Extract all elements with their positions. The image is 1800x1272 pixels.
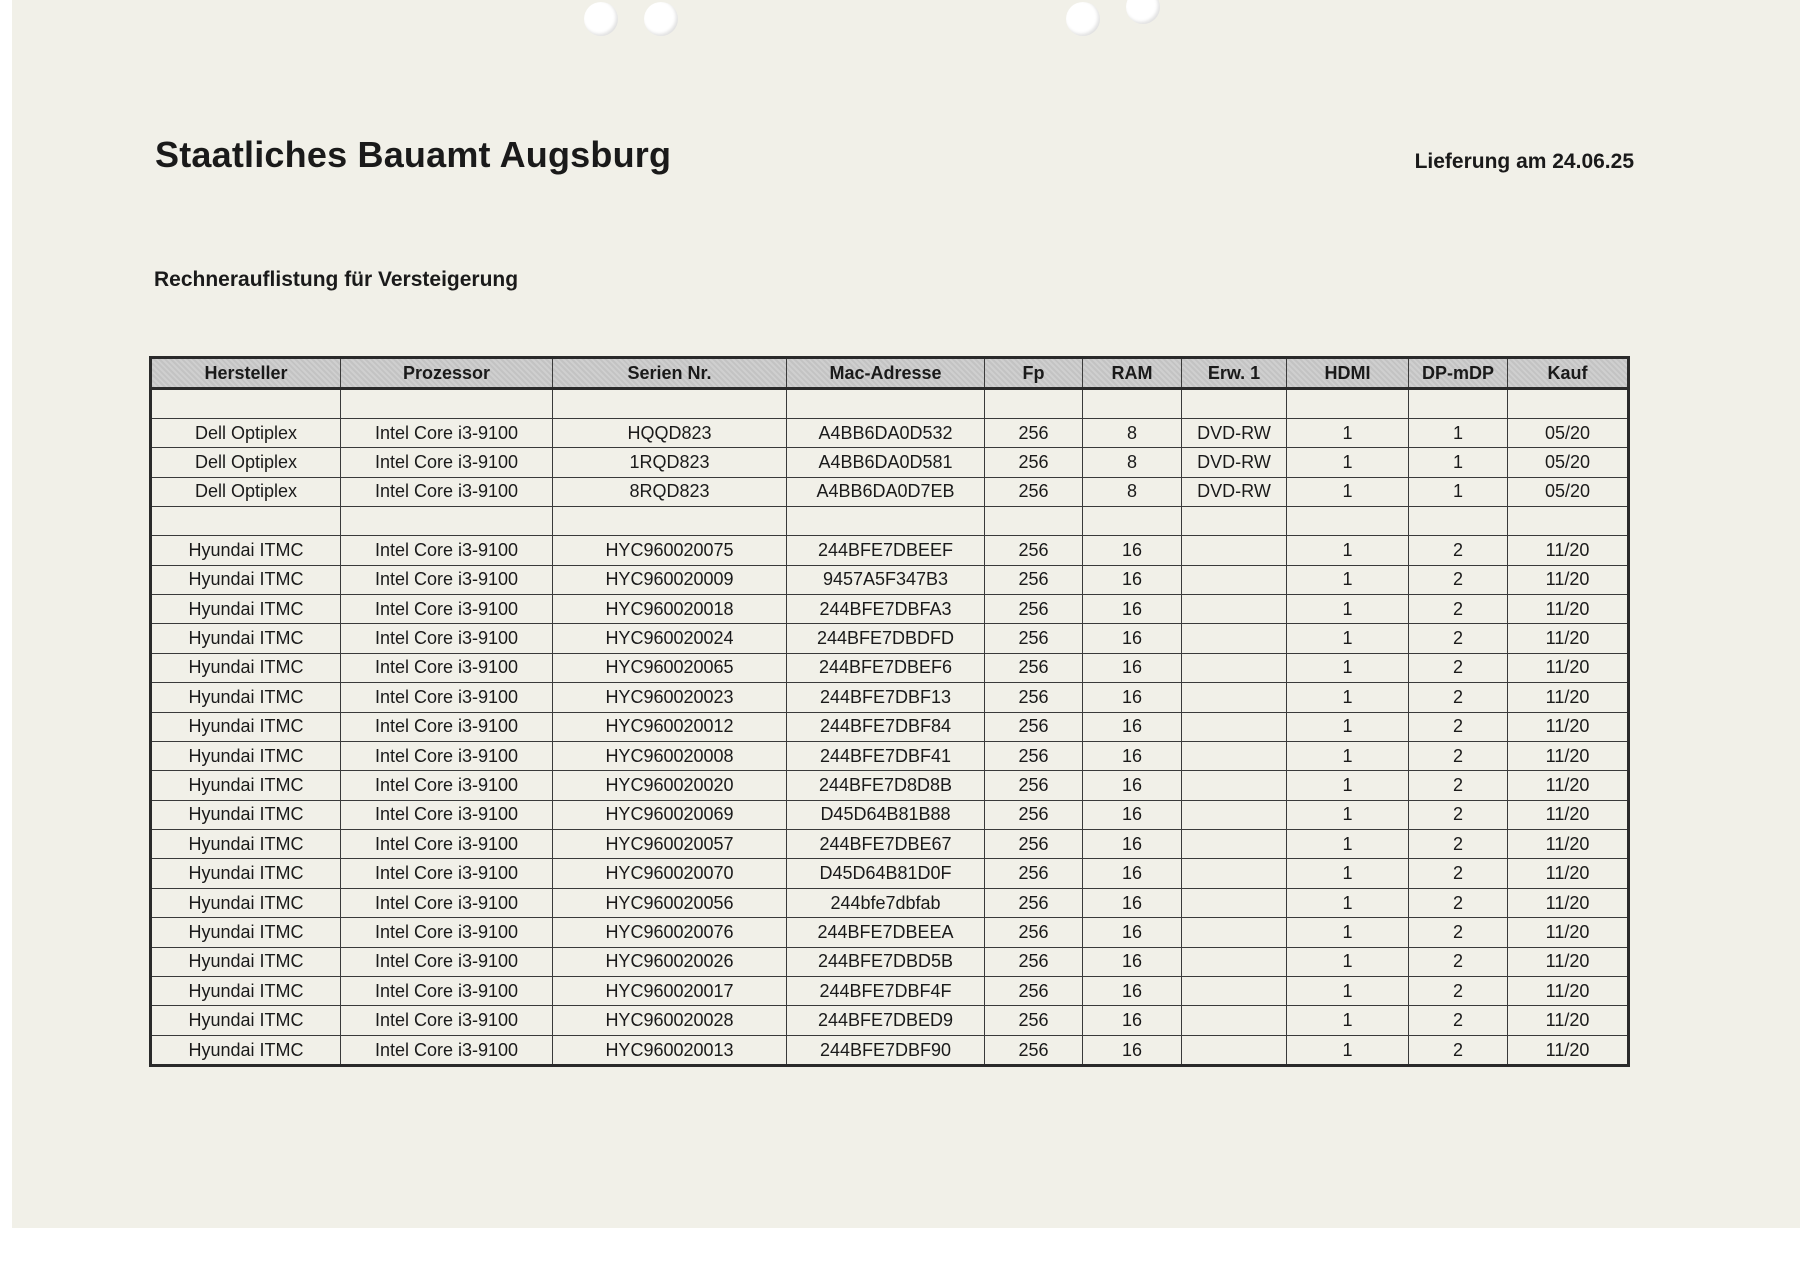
table-row bbox=[151, 947, 1629, 976]
table-header-row bbox=[151, 358, 1629, 389]
column-header-fp: Fp bbox=[985, 358, 1083, 389]
cell-ram: 16 bbox=[1083, 800, 1182, 829]
cell-kauf: 11/20 bbox=[1508, 859, 1629, 888]
cell-ram: 16 bbox=[1083, 712, 1182, 741]
cell-ram: 16 bbox=[1083, 536, 1182, 565]
cell-ram: 16 bbox=[1083, 594, 1182, 623]
cell-kauf: 05/20 bbox=[1508, 419, 1629, 448]
table-row bbox=[151, 830, 1629, 859]
cell-mac-adresse: A4BB6DA0D7EB bbox=[787, 477, 985, 506]
cell-erw-1 bbox=[1182, 918, 1287, 947]
cell-hersteller: Hyundai ITMC bbox=[151, 918, 341, 947]
cell-mac-adresse: 244BFE7DBD5B bbox=[787, 947, 985, 976]
column-header-mac-adresse: Mac-Adresse bbox=[787, 358, 985, 389]
cell-ram: 16 bbox=[1083, 653, 1182, 682]
cell-dp-mdp: 2 bbox=[1409, 830, 1508, 859]
cell-fp: 256 bbox=[985, 565, 1083, 594]
cell-erw-1 bbox=[1182, 830, 1287, 859]
cell-dp-mdp: 2 bbox=[1409, 859, 1508, 888]
cell-ram: 16 bbox=[1083, 624, 1182, 653]
cell-hersteller: Dell Optiplex bbox=[151, 477, 341, 506]
table-row bbox=[151, 419, 1629, 448]
cell-hersteller: Hyundai ITMC bbox=[151, 624, 341, 653]
cell-erw-1 bbox=[1182, 771, 1287, 800]
cell-kauf: 11/20 bbox=[1508, 683, 1629, 712]
cell-serien-nr bbox=[553, 389, 787, 419]
cell-kauf: 11/20 bbox=[1508, 800, 1629, 829]
table-row bbox=[151, 977, 1629, 1006]
column-header-kauf: Kauf bbox=[1508, 358, 1629, 389]
cell-hdmi: 1 bbox=[1287, 888, 1409, 917]
table-row bbox=[151, 800, 1629, 829]
cell-mac-adresse: 244BFE7DBED9 bbox=[787, 1006, 985, 1035]
table-row bbox=[151, 624, 1629, 653]
cell-hersteller: Hyundai ITMC bbox=[151, 977, 341, 1006]
cell-ram: 16 bbox=[1083, 977, 1182, 1006]
cell-kauf: 11/20 bbox=[1508, 888, 1629, 917]
cell-hdmi: 1 bbox=[1287, 771, 1409, 800]
cell-hersteller: Hyundai ITMC bbox=[151, 771, 341, 800]
cell-fp: 256 bbox=[985, 771, 1083, 800]
table-row bbox=[151, 888, 1629, 917]
cell-dp-mdp: 2 bbox=[1409, 888, 1508, 917]
cell-hersteller bbox=[151, 389, 341, 419]
cell-hdmi: 1 bbox=[1287, 594, 1409, 623]
cell-hdmi bbox=[1287, 389, 1409, 419]
cell-kauf: 11/20 bbox=[1508, 918, 1629, 947]
cell-serien-nr: HYC960020009 bbox=[553, 565, 787, 594]
cell-fp: 256 bbox=[985, 947, 1083, 976]
cell-dp-mdp: 2 bbox=[1409, 800, 1508, 829]
computer-table bbox=[149, 356, 1627, 1067]
cell-hdmi: 1 bbox=[1287, 800, 1409, 829]
cell-serien-nr: 1RQD823 bbox=[553, 448, 787, 477]
cell-ram: 16 bbox=[1083, 947, 1182, 976]
cell-prozessor bbox=[341, 389, 553, 419]
cell-hdmi: 1 bbox=[1287, 859, 1409, 888]
cell-serien-nr: HYC960020057 bbox=[553, 830, 787, 859]
cell-dp-mdp: 2 bbox=[1409, 947, 1508, 976]
cell-kauf: 11/20 bbox=[1508, 712, 1629, 741]
cell-mac-adresse: 244BFE7DBF13 bbox=[787, 683, 985, 712]
column-header-serien-nr: Serien Nr. bbox=[553, 358, 787, 389]
column-header-prozessor: Prozessor bbox=[341, 358, 553, 389]
cell-kauf: 11/20 bbox=[1508, 741, 1629, 770]
cell-prozessor: Intel Core i3-9100 bbox=[341, 800, 553, 829]
cell-hdmi: 1 bbox=[1287, 419, 1409, 448]
table-row bbox=[151, 1006, 1629, 1035]
cell-serien-nr: HYC960020076 bbox=[553, 918, 787, 947]
cell-hersteller: Hyundai ITMC bbox=[151, 741, 341, 770]
cell-serien-nr: HYC960020018 bbox=[553, 594, 787, 623]
cell-mac-adresse: A4BB6DA0D532 bbox=[787, 419, 985, 448]
cell-ram: 8 bbox=[1083, 448, 1182, 477]
cell-erw-1 bbox=[1182, 741, 1287, 770]
cell-erw-1 bbox=[1182, 712, 1287, 741]
cell-fp: 256 bbox=[985, 477, 1083, 506]
column-header-erw-1: Erw. 1 bbox=[1182, 358, 1287, 389]
cell-hdmi: 1 bbox=[1287, 918, 1409, 947]
cell-serien-nr: HQQD823 bbox=[553, 419, 787, 448]
punch-hole-icon bbox=[584, 2, 618, 36]
cell-hdmi: 1 bbox=[1287, 830, 1409, 859]
cell-mac-adresse: 244BFE7DBF41 bbox=[787, 741, 985, 770]
cell-fp bbox=[985, 507, 1083, 536]
page-title: Staatliches Bauamt Augsburg bbox=[155, 134, 672, 175]
cell-hersteller: Hyundai ITMC bbox=[151, 947, 341, 976]
cell-serien-nr: HYC960020026 bbox=[553, 947, 787, 976]
cell-erw-1 bbox=[1182, 624, 1287, 653]
cell-serien-nr: HYC960020023 bbox=[553, 683, 787, 712]
cell-mac-adresse: 244BFE7DBFA3 bbox=[787, 594, 985, 623]
cell-fp: 256 bbox=[985, 419, 1083, 448]
cell-hersteller: Hyundai ITMC bbox=[151, 1006, 341, 1035]
table-row bbox=[151, 859, 1629, 888]
cell-mac-adresse bbox=[787, 507, 985, 536]
cell-hdmi: 1 bbox=[1287, 653, 1409, 682]
cell-dp-mdp bbox=[1409, 389, 1508, 419]
cell-kauf: 11/20 bbox=[1508, 624, 1629, 653]
punch-hole-icon bbox=[644, 2, 678, 36]
cell-dp-mdp: 2 bbox=[1409, 653, 1508, 682]
cell-ram: 8 bbox=[1083, 419, 1182, 448]
cell-hersteller: Hyundai ITMC bbox=[151, 594, 341, 623]
cell-hersteller: Hyundai ITMC bbox=[151, 565, 341, 594]
cell-ram: 16 bbox=[1083, 830, 1182, 859]
table-row bbox=[151, 594, 1629, 623]
cell-hersteller: Hyundai ITMC bbox=[151, 830, 341, 859]
cell-mac-adresse: 244BFE7DBEEA bbox=[787, 918, 985, 947]
cell-mac-adresse: 244BFE7DBEF6 bbox=[787, 653, 985, 682]
delivery-date: Lieferung am 24.06.25 bbox=[1414, 150, 1634, 173]
table-row bbox=[151, 536, 1629, 565]
table-row bbox=[151, 653, 1629, 682]
cell-fp: 256 bbox=[985, 977, 1083, 1006]
cell-hersteller: Hyundai ITMC bbox=[151, 859, 341, 888]
cell-dp-mdp: 2 bbox=[1409, 594, 1508, 623]
cell-prozessor: Intel Core i3-9100 bbox=[341, 477, 553, 506]
cell-ram: 16 bbox=[1083, 918, 1182, 947]
cell-hdmi: 1 bbox=[1287, 947, 1409, 976]
table-row bbox=[151, 741, 1629, 770]
table-spacer-row bbox=[151, 389, 1629, 419]
cell-fp: 256 bbox=[985, 918, 1083, 947]
cell-mac-adresse: A4BB6DA0D581 bbox=[787, 448, 985, 477]
cell-erw-1 bbox=[1182, 888, 1287, 917]
cell-kauf: 11/20 bbox=[1508, 565, 1629, 594]
cell-dp-mdp: 2 bbox=[1409, 565, 1508, 594]
cell-mac-adresse bbox=[787, 389, 985, 419]
cell-fp: 256 bbox=[985, 1035, 1083, 1065]
cell-mac-adresse: 244bfe7dbfab bbox=[787, 888, 985, 917]
cell-serien-nr: HYC960020065 bbox=[553, 653, 787, 682]
cell-fp: 256 bbox=[985, 830, 1083, 859]
cell-hersteller: Hyundai ITMC bbox=[151, 1035, 341, 1065]
table-row bbox=[151, 918, 1629, 947]
cell-ram: 16 bbox=[1083, 1006, 1182, 1035]
cell-dp-mdp: 2 bbox=[1409, 918, 1508, 947]
cell-fp: 256 bbox=[985, 741, 1083, 770]
cell-dp-mdp: 2 bbox=[1409, 536, 1508, 565]
cell-hersteller bbox=[151, 507, 341, 536]
cell-erw-1 bbox=[1182, 1006, 1287, 1035]
cell-dp-mdp: 2 bbox=[1409, 712, 1508, 741]
cell-ram: 8 bbox=[1083, 477, 1182, 506]
cell-mac-adresse: 244BFE7D8D8B bbox=[787, 771, 985, 800]
cell-fp: 256 bbox=[985, 888, 1083, 917]
cell-kauf: 11/20 bbox=[1508, 771, 1629, 800]
column-header-hdmi: HDMI bbox=[1287, 358, 1409, 389]
cell-erw-1 bbox=[1182, 859, 1287, 888]
cell-dp-mdp: 2 bbox=[1409, 624, 1508, 653]
table-row bbox=[151, 1035, 1629, 1065]
table-row bbox=[151, 477, 1629, 506]
cell-hersteller: Dell Optiplex bbox=[151, 419, 341, 448]
cell-mac-adresse: 244BFE7DBF4F bbox=[787, 977, 985, 1006]
cell-ram: 16 bbox=[1083, 741, 1182, 770]
cell-kauf: 11/20 bbox=[1508, 977, 1629, 1006]
cell-fp: 256 bbox=[985, 653, 1083, 682]
cell-fp: 256 bbox=[985, 448, 1083, 477]
cell-dp-mdp: 2 bbox=[1409, 683, 1508, 712]
cell-prozessor: Intel Core i3-9100 bbox=[341, 859, 553, 888]
cell-kauf: 11/20 bbox=[1508, 1006, 1629, 1035]
cell-erw-1: DVD-RW bbox=[1182, 419, 1287, 448]
punch-hole-icon bbox=[1066, 2, 1100, 36]
cell-erw-1 bbox=[1182, 653, 1287, 682]
cell-prozessor: Intel Core i3-9100 bbox=[341, 683, 553, 712]
cell-hdmi: 1 bbox=[1287, 683, 1409, 712]
cell-erw-1 bbox=[1182, 947, 1287, 976]
cell-serien-nr: HYC960020024 bbox=[553, 624, 787, 653]
cell-kauf bbox=[1508, 507, 1629, 536]
cell-mac-adresse: 244BFE7DBE67 bbox=[787, 830, 985, 859]
cell-ram: 16 bbox=[1083, 859, 1182, 888]
cell-dp-mdp: 1 bbox=[1409, 419, 1508, 448]
cell-dp-mdp: 2 bbox=[1409, 1006, 1508, 1035]
cell-erw-1: DVD-RW bbox=[1182, 477, 1287, 506]
cell-kauf: 11/20 bbox=[1508, 830, 1629, 859]
table-row bbox=[151, 565, 1629, 594]
column-header-hersteller: Hersteller bbox=[151, 358, 341, 389]
table-spacer-row bbox=[151, 507, 1629, 536]
cell-serien-nr: HYC960020075 bbox=[553, 536, 787, 565]
cell-hersteller: Hyundai ITMC bbox=[151, 800, 341, 829]
cell-serien-nr: HYC960020020 bbox=[553, 771, 787, 800]
cell-hdmi: 1 bbox=[1287, 741, 1409, 770]
cell-kauf bbox=[1508, 389, 1629, 419]
document-subtitle: Rechnerauflistung für Versteigerung bbox=[154, 268, 519, 291]
cell-hersteller: Dell Optiplex bbox=[151, 448, 341, 477]
cell-hdmi: 1 bbox=[1287, 624, 1409, 653]
cell-fp: 256 bbox=[985, 800, 1083, 829]
cell-dp-mdp: 1 bbox=[1409, 477, 1508, 506]
cell-prozessor: Intel Core i3-9100 bbox=[341, 741, 553, 770]
cell-hdmi: 1 bbox=[1287, 477, 1409, 506]
cell-kauf: 11/20 bbox=[1508, 536, 1629, 565]
table-row bbox=[151, 712, 1629, 741]
cell-serien-nr: HYC960020012 bbox=[553, 712, 787, 741]
cell-erw-1 bbox=[1182, 977, 1287, 1006]
cell-mac-adresse: D45D64B81D0F bbox=[787, 859, 985, 888]
cell-prozessor: Intel Core i3-9100 bbox=[341, 653, 553, 682]
document-page bbox=[12, 0, 1800, 1228]
cell-prozessor: Intel Core i3-9100 bbox=[341, 977, 553, 1006]
cell-mac-adresse: 244BFE7DBF90 bbox=[787, 1035, 985, 1065]
cell-hersteller: Hyundai ITMC bbox=[151, 888, 341, 917]
column-header-ram: RAM bbox=[1083, 358, 1182, 389]
cell-hersteller: Hyundai ITMC bbox=[151, 683, 341, 712]
cell-serien-nr: HYC960020017 bbox=[553, 977, 787, 1006]
cell-prozessor: Intel Core i3-9100 bbox=[341, 888, 553, 917]
cell-prozessor: Intel Core i3-9100 bbox=[341, 947, 553, 976]
cell-mac-adresse: 244BFE7DBF84 bbox=[787, 712, 985, 741]
cell-erw-1 bbox=[1182, 1035, 1287, 1065]
cell-ram: 16 bbox=[1083, 1035, 1182, 1065]
cell-fp: 256 bbox=[985, 624, 1083, 653]
cell-prozessor: Intel Core i3-9100 bbox=[341, 419, 553, 448]
cell-erw-1 bbox=[1182, 507, 1287, 536]
cell-prozessor bbox=[341, 507, 553, 536]
cell-dp-mdp: 2 bbox=[1409, 771, 1508, 800]
cell-dp-mdp: 1 bbox=[1409, 448, 1508, 477]
cell-serien-nr: HYC960020056 bbox=[553, 888, 787, 917]
cell-fp: 256 bbox=[985, 712, 1083, 741]
cell-hdmi bbox=[1287, 507, 1409, 536]
cell-hersteller: Hyundai ITMC bbox=[151, 536, 341, 565]
cell-kauf: 05/20 bbox=[1508, 448, 1629, 477]
column-header-dp-mdp: DP-mDP bbox=[1409, 358, 1508, 389]
cell-hdmi: 1 bbox=[1287, 1035, 1409, 1065]
cell-kauf: 11/20 bbox=[1508, 947, 1629, 976]
cell-kauf: 05/20 bbox=[1508, 477, 1629, 506]
cell-prozessor: Intel Core i3-9100 bbox=[341, 712, 553, 741]
cell-fp: 256 bbox=[985, 536, 1083, 565]
table-row bbox=[151, 771, 1629, 800]
cell-kauf: 11/20 bbox=[1508, 653, 1629, 682]
cell-mac-adresse: D45D64B81B88 bbox=[787, 800, 985, 829]
cell-hdmi: 1 bbox=[1287, 712, 1409, 741]
cell-prozessor: Intel Core i3-9100 bbox=[341, 536, 553, 565]
cell-ram: 16 bbox=[1083, 565, 1182, 594]
cell-serien-nr: HYC960020069 bbox=[553, 800, 787, 829]
cell-ram: 16 bbox=[1083, 771, 1182, 800]
cell-hdmi: 1 bbox=[1287, 565, 1409, 594]
table-row bbox=[151, 683, 1629, 712]
cell-erw-1 bbox=[1182, 389, 1287, 419]
cell-prozessor: Intel Core i3-9100 bbox=[341, 830, 553, 859]
cell-mac-adresse: 244BFE7DBEEF bbox=[787, 536, 985, 565]
cell-fp: 256 bbox=[985, 859, 1083, 888]
cell-ram bbox=[1083, 389, 1182, 419]
cell-serien-nr: 8RQD823 bbox=[553, 477, 787, 506]
cell-ram bbox=[1083, 507, 1182, 536]
cell-hdmi: 1 bbox=[1287, 977, 1409, 1006]
cell-serien-nr bbox=[553, 507, 787, 536]
cell-prozessor: Intel Core i3-9100 bbox=[341, 624, 553, 653]
cell-prozessor: Intel Core i3-9100 bbox=[341, 1006, 553, 1035]
cell-fp: 256 bbox=[985, 683, 1083, 712]
cell-erw-1: DVD-RW bbox=[1182, 448, 1287, 477]
cell-fp: 256 bbox=[985, 594, 1083, 623]
cell-prozessor: Intel Core i3-9100 bbox=[341, 771, 553, 800]
cell-hersteller: Hyundai ITMC bbox=[151, 712, 341, 741]
cell-erw-1 bbox=[1182, 800, 1287, 829]
cell-serien-nr: HYC960020008 bbox=[553, 741, 787, 770]
cell-fp: 256 bbox=[985, 1006, 1083, 1035]
cell-kauf: 11/20 bbox=[1508, 594, 1629, 623]
cell-erw-1 bbox=[1182, 683, 1287, 712]
table-body bbox=[151, 389, 1629, 1066]
cell-serien-nr: HYC960020028 bbox=[553, 1006, 787, 1035]
table-row bbox=[151, 448, 1629, 477]
cell-mac-adresse: 244BFE7DBDFD bbox=[787, 624, 985, 653]
cell-prozessor: Intel Core i3-9100 bbox=[341, 918, 553, 947]
cell-erw-1 bbox=[1182, 565, 1287, 594]
punch-hole-icon bbox=[1126, 0, 1160, 24]
cell-hersteller: Hyundai ITMC bbox=[151, 653, 341, 682]
cell-erw-1 bbox=[1182, 536, 1287, 565]
cell-dp-mdp bbox=[1409, 507, 1508, 536]
cell-serien-nr: HYC960020070 bbox=[553, 859, 787, 888]
cell-hdmi: 1 bbox=[1287, 1006, 1409, 1035]
cell-serien-nr: HYC960020013 bbox=[553, 1035, 787, 1065]
cell-prozessor: Intel Core i3-9100 bbox=[341, 1035, 553, 1065]
cell-ram: 16 bbox=[1083, 683, 1182, 712]
cell-ram: 16 bbox=[1083, 888, 1182, 917]
cell-dp-mdp: 2 bbox=[1409, 977, 1508, 1006]
cell-hdmi: 1 bbox=[1287, 448, 1409, 477]
cell-prozessor: Intel Core i3-9100 bbox=[341, 594, 553, 623]
cell-fp bbox=[985, 389, 1083, 419]
cell-prozessor: Intel Core i3-9100 bbox=[341, 565, 553, 594]
cell-hdmi: 1 bbox=[1287, 536, 1409, 565]
cell-dp-mdp: 2 bbox=[1409, 1035, 1508, 1065]
cell-erw-1 bbox=[1182, 594, 1287, 623]
cell-mac-adresse: 9457A5F347B3 bbox=[787, 565, 985, 594]
cell-prozessor: Intel Core i3-9100 bbox=[341, 448, 553, 477]
cell-dp-mdp: 2 bbox=[1409, 741, 1508, 770]
cell-kauf: 11/20 bbox=[1508, 1035, 1629, 1065]
